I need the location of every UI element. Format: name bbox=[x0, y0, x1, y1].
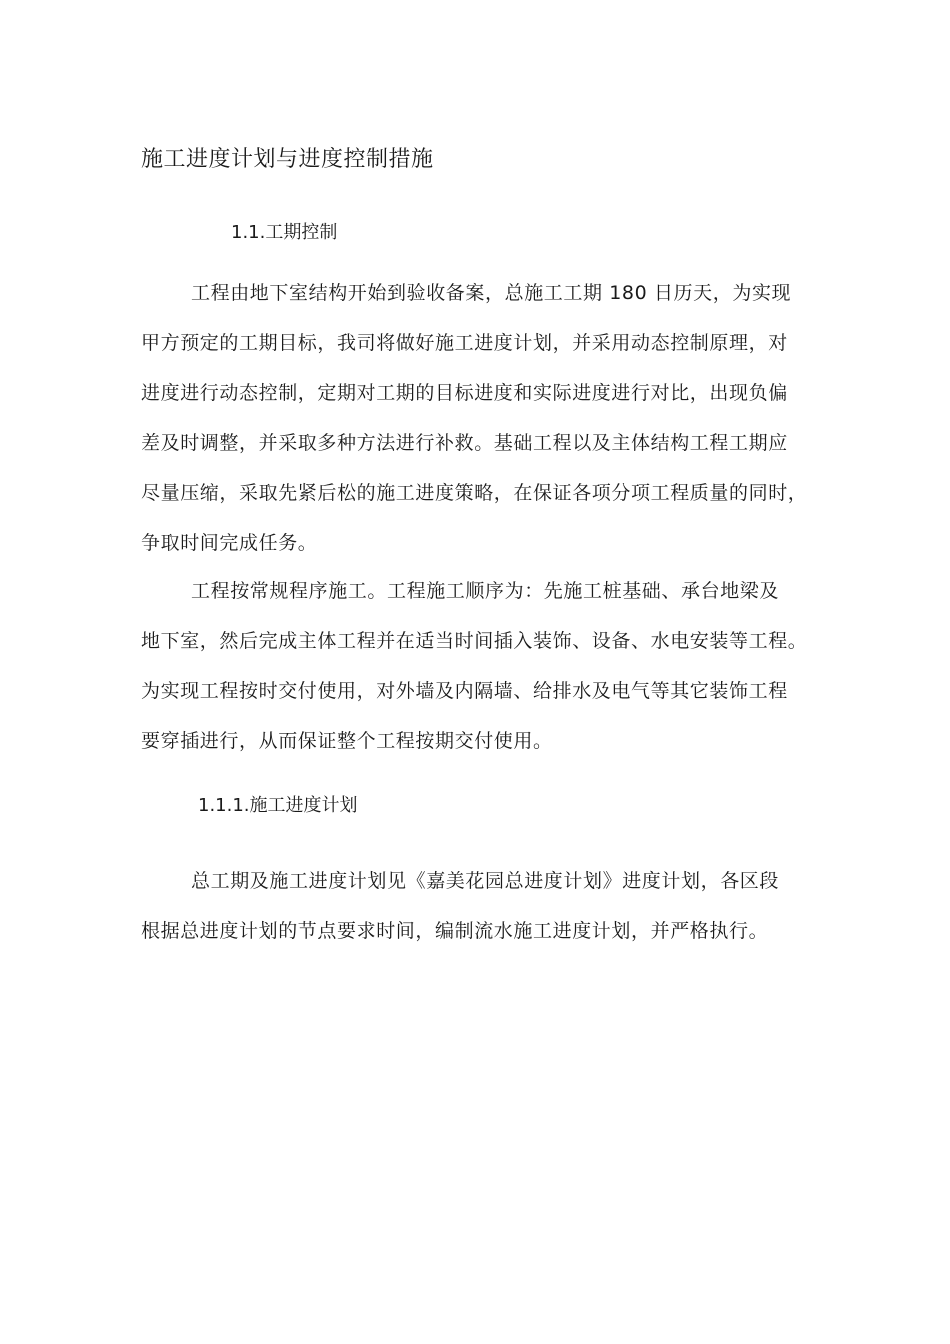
paragraph-line: 工程由地下室结构开始到验收备案，总施工工期 180 日历天，为实现 bbox=[191, 282, 792, 304]
paragraph-line: 总工期及施工进度计划见《嘉美花园总进度计划》进度计划，各区段 bbox=[191, 870, 780, 892]
paragraph-line: 尽量压缩，采取先紧后松的施工进度策略，在保证各项分项工程质量的同时， bbox=[141, 482, 808, 504]
paragraph-line: 工程按常规程序施工。工程施工顺序为：先施工桩基础、承台地梁及 bbox=[191, 580, 780, 602]
paragraph-line: 甲方预定的工期目标，我司将做好施工进度计划，并采用动态控制原理，对 bbox=[141, 332, 788, 354]
body-paragraph bbox=[141, 268, 821, 568]
paragraph-line: 进度进行动态控制，定期对工期的目标进度和实际进度进行对比，出现负偏 bbox=[141, 382, 788, 404]
paragraph-line: 要穿插进行，从而保证整个工程按期交付使用。 bbox=[141, 730, 553, 752]
paragraph-line: 差及时调整，并采取多种方法进行补救。基础工程以及主体结构工程工期应 bbox=[141, 432, 788, 454]
paragraph-line: 争取时间完成任务。 bbox=[141, 532, 318, 554]
paragraph-line: 地下室，然后完成主体工程并在适当时间插入装饰、设备、水电安装等工程。 bbox=[141, 630, 808, 652]
body-paragraph bbox=[141, 856, 821, 956]
paragraph-line: 根据总进度计划的节点要求时间，编制流水施工进度计划，并严格执行。 bbox=[141, 920, 769, 942]
section-heading-construction-schedule: 1.1.1.施工进度计划 bbox=[198, 795, 358, 816]
section-heading-schedule-control: 1.1.工期控制 bbox=[231, 222, 338, 243]
body-paragraph bbox=[141, 566, 821, 766]
document-title: 施工进度计划与进度控制措施 bbox=[141, 147, 434, 172]
paragraph-line: 为实现工程按时交付使用，对外墙及内隔墙、给排水及电气等其它装饰工程 bbox=[141, 680, 788, 702]
